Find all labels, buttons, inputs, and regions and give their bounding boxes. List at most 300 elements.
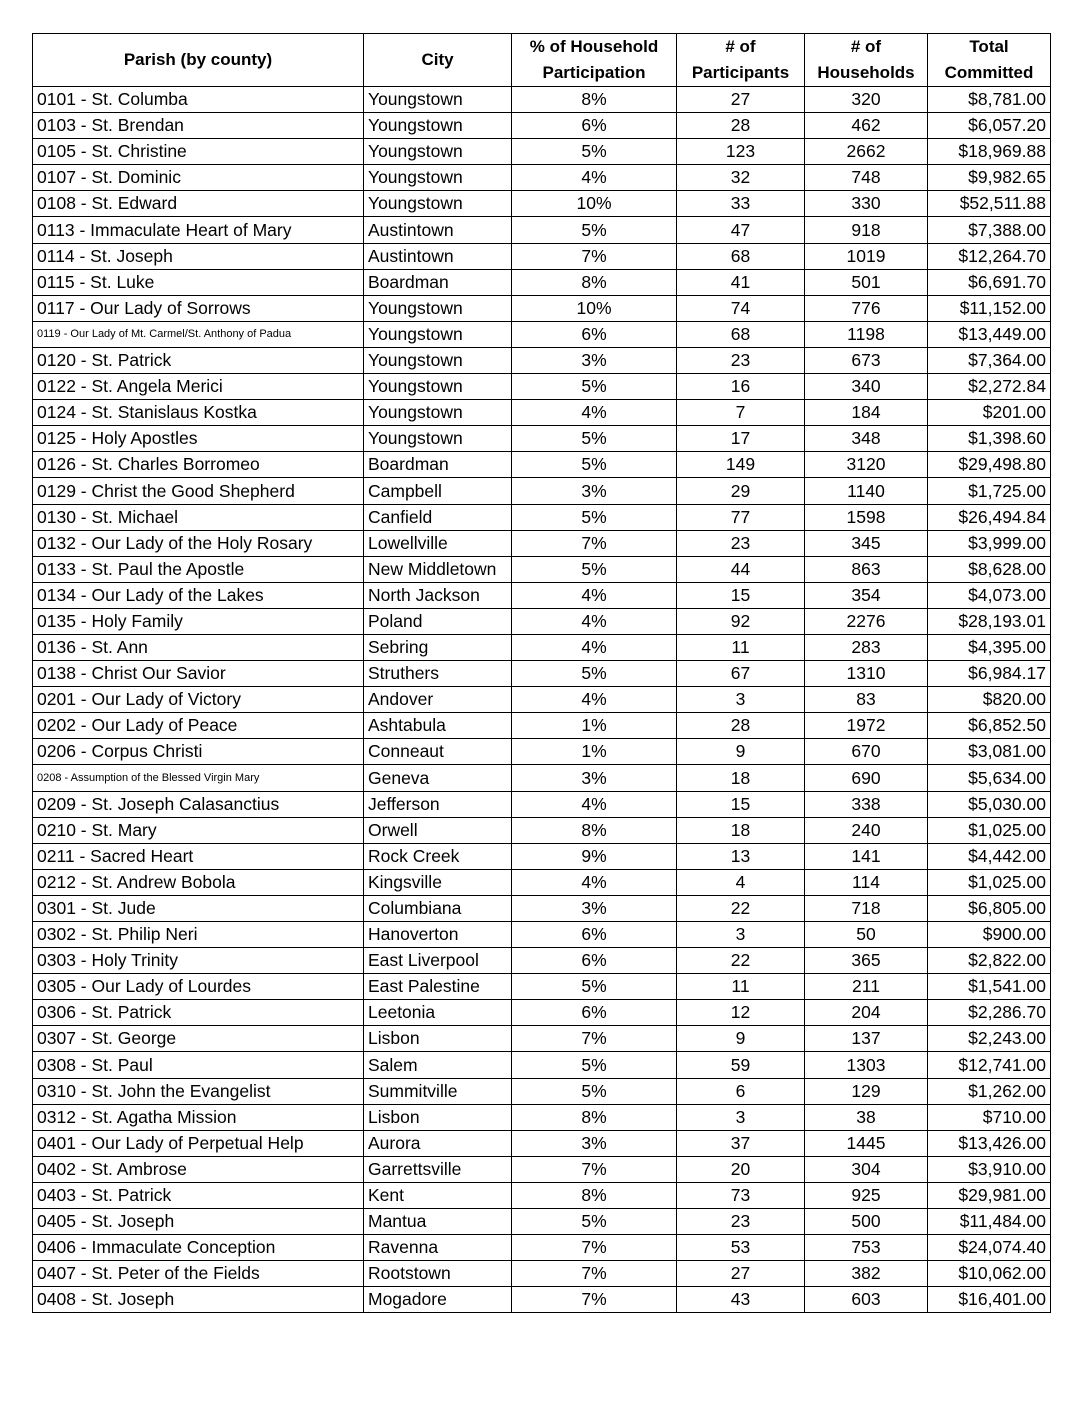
cell-city: Campbell — [364, 478, 512, 504]
cell-participants: 13 — [677, 843, 805, 869]
cell-households: 718 — [805, 895, 928, 921]
table-row — [33, 530, 1051, 556]
cell-city: East Liverpool — [364, 948, 512, 974]
cell-parish: 0206 - Corpus Christi — [33, 739, 364, 765]
cell-participants: 17 — [677, 426, 805, 452]
cell-household-participation: 5% — [512, 426, 677, 452]
cell-households: 338 — [805, 791, 928, 817]
cell-parish: 0103 - St. Brendan — [33, 113, 364, 139]
cell-households: 382 — [805, 1261, 928, 1287]
cell-parish: 0208 - Assumption of the Blessed Virgin Mary — [33, 765, 364, 791]
cell-total-committed: $29,981.00 — [928, 1182, 1051, 1208]
cell-parish: 0306 - St. Patrick — [33, 1000, 364, 1026]
cell-parish: 0209 - St. Joseph Calasanctius — [33, 791, 364, 817]
cell-city: Andover — [364, 687, 512, 713]
cell-total-committed: $4,395.00 — [928, 634, 1051, 660]
cell-participants: 4 — [677, 869, 805, 895]
cell-parish: 0125 - Holy Apostles — [33, 426, 364, 452]
table-row — [33, 791, 1051, 817]
cell-households: 2276 — [805, 608, 928, 634]
cell-participants: 43 — [677, 1287, 805, 1313]
table-row — [33, 661, 1051, 687]
cell-parish: 0405 - St. Joseph — [33, 1209, 364, 1235]
cell-parish: 0302 - St. Philip Neri — [33, 922, 364, 948]
cell-parish: 0310 - St. John the Evangelist — [33, 1078, 364, 1104]
cell-household-participation: 7% — [512, 243, 677, 269]
cell-city: Youngstown — [364, 87, 512, 113]
cell-households: 365 — [805, 948, 928, 974]
cell-household-participation: 6% — [512, 113, 677, 139]
cell-household-participation: 10% — [512, 295, 677, 321]
cell-households: 753 — [805, 1235, 928, 1261]
cell-city: Orwell — [364, 817, 512, 843]
table-row — [33, 948, 1051, 974]
cell-participants: 67 — [677, 661, 805, 687]
cell-total-committed: $1,541.00 — [928, 974, 1051, 1000]
table-row — [33, 1130, 1051, 1156]
cell-household-participation: 5% — [512, 1078, 677, 1104]
cell-household-participation: 5% — [512, 504, 677, 530]
cell-city: Kingsville — [364, 869, 512, 895]
cell-city: Youngstown — [364, 113, 512, 139]
header-participants: # of Participants — [677, 34, 805, 87]
cell-city: Summitville — [364, 1078, 512, 1104]
cell-household-participation: 4% — [512, 634, 677, 660]
cell-total-committed: $11,152.00 — [928, 295, 1051, 321]
table-row — [33, 295, 1051, 321]
cell-total-committed: $7,364.00 — [928, 347, 1051, 373]
cell-households: 354 — [805, 582, 928, 608]
cell-parish: 0210 - St. Mary — [33, 817, 364, 843]
table-row — [33, 243, 1051, 269]
cell-city: East Palestine — [364, 974, 512, 1000]
cell-household-participation: 3% — [512, 895, 677, 921]
cell-households: 211 — [805, 974, 928, 1000]
table-row — [33, 1156, 1051, 1182]
cell-participants: 9 — [677, 739, 805, 765]
cell-participants: 18 — [677, 817, 805, 843]
cell-households: 1972 — [805, 713, 928, 739]
cell-city: Lisbon — [364, 1104, 512, 1130]
cell-household-participation: 4% — [512, 582, 677, 608]
cell-household-participation: 4% — [512, 791, 677, 817]
cell-participants: 41 — [677, 269, 805, 295]
cell-total-committed: $1,262.00 — [928, 1078, 1051, 1104]
cell-participants: 33 — [677, 191, 805, 217]
table-row — [33, 452, 1051, 478]
cell-total-committed: $18,969.88 — [928, 139, 1051, 165]
cell-city: Lisbon — [364, 1026, 512, 1052]
table-row — [33, 922, 1051, 948]
cell-parish: 0308 - St. Paul — [33, 1052, 364, 1078]
cell-city: New Middletown — [364, 556, 512, 582]
cell-total-committed: $5,030.00 — [928, 791, 1051, 817]
cell-household-participation: 5% — [512, 374, 677, 400]
cell-city: Boardman — [364, 269, 512, 295]
table-row — [33, 895, 1051, 921]
table-header-row — [33, 34, 1051, 87]
table-row — [33, 687, 1051, 713]
cell-city: Poland — [364, 608, 512, 634]
cell-city: Lowellville — [364, 530, 512, 556]
cell-parish: 0202 - Our Lady of Peace — [33, 713, 364, 739]
cell-city: Boardman — [364, 452, 512, 478]
cell-households: 320 — [805, 87, 928, 113]
cell-participants: 3 — [677, 922, 805, 948]
table-row — [33, 87, 1051, 113]
cell-total-committed: $3,081.00 — [928, 739, 1051, 765]
cell-parish: 0138 - Christ Our Savior — [33, 661, 364, 687]
cell-household-participation: 6% — [512, 922, 677, 948]
cell-participants: 18 — [677, 765, 805, 791]
table-row — [33, 1287, 1051, 1313]
cell-total-committed: $28,193.01 — [928, 608, 1051, 634]
cell-household-participation: 5% — [512, 974, 677, 1000]
cell-households: 500 — [805, 1209, 928, 1235]
cell-city: Youngstown — [364, 400, 512, 426]
cell-household-participation: 8% — [512, 87, 677, 113]
cell-city: Aurora — [364, 1130, 512, 1156]
cell-household-participation: 5% — [512, 139, 677, 165]
table-row — [33, 1000, 1051, 1026]
cell-city: Columbiana — [364, 895, 512, 921]
cell-participants: 22 — [677, 895, 805, 921]
cell-household-participation: 3% — [512, 478, 677, 504]
cell-parish: 0115 - St. Luke — [33, 269, 364, 295]
table-row — [33, 139, 1051, 165]
cell-households: 501 — [805, 269, 928, 295]
cell-total-committed: $24,074.40 — [928, 1235, 1051, 1261]
table-row — [33, 321, 1051, 347]
cell-households: 748 — [805, 165, 928, 191]
cell-household-participation: 5% — [512, 217, 677, 243]
cell-households: 114 — [805, 869, 928, 895]
cell-parish: 0133 - St. Paul the Apostle — [33, 556, 364, 582]
cell-total-committed: $52,511.88 — [928, 191, 1051, 217]
cell-parish: 0105 - St. Christine — [33, 139, 364, 165]
table-row — [33, 426, 1051, 452]
cell-parish: 0136 - St. Ann — [33, 634, 364, 660]
cell-city: Mantua — [364, 1209, 512, 1235]
cell-participants: 77 — [677, 504, 805, 530]
cell-participants: 3 — [677, 687, 805, 713]
cell-city: Conneaut — [364, 739, 512, 765]
header-total-committed: Total Committed — [928, 34, 1051, 87]
cell-parish: 0407 - St. Peter of the Fields — [33, 1261, 364, 1287]
cell-total-committed: $8,781.00 — [928, 87, 1051, 113]
cell-total-committed: $2,822.00 — [928, 948, 1051, 974]
cell-parish: 0117 - Our Lady of Sorrows — [33, 295, 364, 321]
cell-household-participation: 9% — [512, 843, 677, 869]
cell-parish: 0108 - St. Edward — [33, 191, 364, 217]
cell-participants: 74 — [677, 295, 805, 321]
cell-city: Canfield — [364, 504, 512, 530]
cell-household-participation: 1% — [512, 713, 677, 739]
cell-parish: 0135 - Holy Family — [33, 608, 364, 634]
cell-households: 330 — [805, 191, 928, 217]
cell-city: Jefferson — [364, 791, 512, 817]
cell-households: 129 — [805, 1078, 928, 1104]
cell-households: 204 — [805, 1000, 928, 1026]
cell-city: Youngstown — [364, 374, 512, 400]
cell-household-participation: 10% — [512, 191, 677, 217]
table-row — [33, 165, 1051, 191]
table-row — [33, 400, 1051, 426]
cell-participants: 68 — [677, 243, 805, 269]
cell-households: 283 — [805, 634, 928, 660]
cell-parish: 0301 - St. Jude — [33, 895, 364, 921]
table-row — [33, 1235, 1051, 1261]
cell-parish: 0124 - St. Stanislaus Kostka — [33, 400, 364, 426]
table-row — [33, 608, 1051, 634]
cell-participants: 59 — [677, 1052, 805, 1078]
cell-participants: 73 — [677, 1182, 805, 1208]
cell-household-participation: 5% — [512, 1209, 677, 1235]
cell-parish: 0120 - St. Patrick — [33, 347, 364, 373]
cell-participants: 22 — [677, 948, 805, 974]
cell-city: Mogadore — [364, 1287, 512, 1313]
cell-parish: 0305 - Our Lady of Lourdes — [33, 974, 364, 1000]
cell-city: Sebring — [364, 634, 512, 660]
cell-parish: 0403 - St. Patrick — [33, 1182, 364, 1208]
cell-household-participation: 4% — [512, 608, 677, 634]
cell-city: Hanoverton — [364, 922, 512, 948]
cell-households: 340 — [805, 374, 928, 400]
cell-participants: 15 — [677, 582, 805, 608]
cell-households: 690 — [805, 765, 928, 791]
cell-city: Youngstown — [364, 321, 512, 347]
cell-parish: 0201 - Our Lady of Victory — [33, 687, 364, 713]
cell-total-committed: $2,272.84 — [928, 374, 1051, 400]
cell-household-participation: 6% — [512, 1000, 677, 1026]
table-row — [33, 217, 1051, 243]
cell-households: 184 — [805, 400, 928, 426]
cell-households: 1598 — [805, 504, 928, 530]
cell-household-participation: 7% — [512, 530, 677, 556]
cell-household-participation: 4% — [512, 165, 677, 191]
cell-households: 50 — [805, 922, 928, 948]
table-row — [33, 113, 1051, 139]
cell-total-committed: $10,062.00 — [928, 1261, 1051, 1287]
cell-city: Ravenna — [364, 1235, 512, 1261]
cell-households: 1140 — [805, 478, 928, 504]
cell-household-participation: 5% — [512, 452, 677, 478]
cell-households: 38 — [805, 1104, 928, 1130]
cell-total-committed: $201.00 — [928, 400, 1051, 426]
cell-participants: 12 — [677, 1000, 805, 1026]
cell-parish: 0126 - St. Charles Borromeo — [33, 452, 364, 478]
cell-participants: 11 — [677, 974, 805, 1000]
cell-parish: 0212 - St. Andrew Bobola — [33, 869, 364, 895]
cell-total-committed: $900.00 — [928, 922, 1051, 948]
cell-city: Youngstown — [364, 295, 512, 321]
cell-parish: 0130 - St. Michael — [33, 504, 364, 530]
cell-household-participation: 5% — [512, 556, 677, 582]
cell-participants: 20 — [677, 1156, 805, 1182]
cell-participants: 23 — [677, 347, 805, 373]
cell-city: North Jackson — [364, 582, 512, 608]
cell-city: Garrettsville — [364, 1156, 512, 1182]
cell-total-committed: $6,805.00 — [928, 895, 1051, 921]
cell-household-participation: 3% — [512, 765, 677, 791]
table-row — [33, 713, 1051, 739]
cell-total-committed: $6,852.50 — [928, 713, 1051, 739]
cell-households: 141 — [805, 843, 928, 869]
table-row — [33, 1052, 1051, 1078]
cell-parish: 0406 - Immaculate Conception — [33, 1235, 364, 1261]
cell-total-committed: $12,741.00 — [928, 1052, 1051, 1078]
cell-households: 673 — [805, 347, 928, 373]
cell-household-participation: 8% — [512, 817, 677, 843]
cell-participants: 149 — [677, 452, 805, 478]
cell-household-participation: 6% — [512, 948, 677, 974]
cell-households: 462 — [805, 113, 928, 139]
cell-household-participation: 7% — [512, 1026, 677, 1052]
cell-parish: 0402 - St. Ambrose — [33, 1156, 364, 1182]
table-row — [33, 504, 1051, 530]
cell-households: 1445 — [805, 1130, 928, 1156]
cell-household-participation: 8% — [512, 1182, 677, 1208]
cell-participants: 28 — [677, 713, 805, 739]
cell-city: Youngstown — [364, 426, 512, 452]
cell-households: 1198 — [805, 321, 928, 347]
cell-total-committed: $4,442.00 — [928, 843, 1051, 869]
cell-parish: 0312 - St. Agatha Mission — [33, 1104, 364, 1130]
cell-household-participation: 7% — [512, 1235, 677, 1261]
cell-household-participation: 4% — [512, 869, 677, 895]
table-row — [33, 869, 1051, 895]
cell-households: 603 — [805, 1287, 928, 1313]
cell-parish: 0303 - Holy Trinity — [33, 948, 364, 974]
cell-total-committed: $3,999.00 — [928, 530, 1051, 556]
table-row — [33, 843, 1051, 869]
table-row — [33, 556, 1051, 582]
header-household-participation: % of Household Participation — [512, 34, 677, 87]
cell-parish: 0134 - Our Lady of the Lakes — [33, 582, 364, 608]
cell-household-participation: 8% — [512, 269, 677, 295]
cell-participants: 28 — [677, 113, 805, 139]
cell-total-committed: $820.00 — [928, 687, 1051, 713]
cell-households: 348 — [805, 426, 928, 452]
cell-household-participation: 7% — [512, 1261, 677, 1287]
cell-city: Ashtabula — [364, 713, 512, 739]
cell-participants: 6 — [677, 1078, 805, 1104]
table-row — [33, 1104, 1051, 1130]
table-row — [33, 1261, 1051, 1287]
cell-participants: 23 — [677, 530, 805, 556]
cell-household-participation: 4% — [512, 687, 677, 713]
cell-households: 2662 — [805, 139, 928, 165]
cell-city: Austintown — [364, 243, 512, 269]
cell-total-committed: $6,057.20 — [928, 113, 1051, 139]
cell-total-committed: $2,243.00 — [928, 1026, 1051, 1052]
cell-participants: 27 — [677, 1261, 805, 1287]
cell-household-participation: 3% — [512, 347, 677, 373]
cell-household-participation: 7% — [512, 1287, 677, 1313]
cell-participants: 53 — [677, 1235, 805, 1261]
cell-household-participation: 7% — [512, 1156, 677, 1182]
cell-city: Youngstown — [364, 165, 512, 191]
cell-participants: 16 — [677, 374, 805, 400]
cell-parish: 0101 - St. Columba — [33, 87, 364, 113]
table-row — [33, 478, 1051, 504]
cell-total-committed: $710.00 — [928, 1104, 1051, 1130]
cell-parish: 0113 - Immaculate Heart of Mary — [33, 217, 364, 243]
table-row — [33, 1182, 1051, 1208]
cell-total-committed: $6,691.70 — [928, 269, 1051, 295]
table-row — [33, 739, 1051, 765]
table-row — [33, 1026, 1051, 1052]
cell-households: 137 — [805, 1026, 928, 1052]
table-row — [33, 582, 1051, 608]
cell-participants: 68 — [677, 321, 805, 347]
cell-participants: 7 — [677, 400, 805, 426]
cell-total-committed: $6,984.17 — [928, 661, 1051, 687]
cell-parish: 0107 - St. Dominic — [33, 165, 364, 191]
cell-total-committed: $1,398.60 — [928, 426, 1051, 452]
cell-parish: 0119 - Our Lady of Mt. Carmel/St. Anthony of Padua — [33, 321, 364, 347]
cell-city: Geneva — [364, 765, 512, 791]
cell-city: Youngstown — [364, 139, 512, 165]
cell-parish: 0401 - Our Lady of Perpetual Help — [33, 1130, 364, 1156]
header-households: # of Households — [805, 34, 928, 87]
cell-city: Austintown — [364, 217, 512, 243]
cell-households: 3120 — [805, 452, 928, 478]
header-parish: Parish (by county) — [33, 34, 364, 87]
cell-participants: 37 — [677, 1130, 805, 1156]
cell-participants: 32 — [677, 165, 805, 191]
cell-city: Youngstown — [364, 347, 512, 373]
cell-participants: 29 — [677, 478, 805, 504]
table-row — [33, 269, 1051, 295]
cell-city: Leetonia — [364, 1000, 512, 1026]
cell-total-committed: $9,982.65 — [928, 165, 1051, 191]
table-row — [33, 634, 1051, 660]
table-row — [33, 817, 1051, 843]
cell-households: 863 — [805, 556, 928, 582]
cell-participants: 9 — [677, 1026, 805, 1052]
cell-households: 304 — [805, 1156, 928, 1182]
cell-total-committed: $1,725.00 — [928, 478, 1051, 504]
cell-households: 925 — [805, 1182, 928, 1208]
cell-total-committed: $5,634.00 — [928, 765, 1051, 791]
cell-city: Salem — [364, 1052, 512, 1078]
cell-participants: 11 — [677, 634, 805, 660]
cell-households: 776 — [805, 295, 928, 321]
table-body — [33, 87, 1051, 1313]
cell-total-committed: $26,494.84 — [928, 504, 1051, 530]
cell-total-committed: $12,264.70 — [928, 243, 1051, 269]
cell-households: 345 — [805, 530, 928, 556]
table-row — [33, 191, 1051, 217]
table-row — [33, 1209, 1051, 1235]
cell-participants: 27 — [677, 87, 805, 113]
cell-total-committed: $1,025.00 — [928, 869, 1051, 895]
cell-households: 1019 — [805, 243, 928, 269]
cell-participants: 123 — [677, 139, 805, 165]
cell-total-committed: $13,426.00 — [928, 1130, 1051, 1156]
table-row — [33, 374, 1051, 400]
cell-parish: 0211 - Sacred Heart — [33, 843, 364, 869]
cell-household-participation: 1% — [512, 739, 677, 765]
header-city: City — [364, 34, 512, 87]
cell-total-committed: $13,449.00 — [928, 321, 1051, 347]
cell-parish: 0307 - St. George — [33, 1026, 364, 1052]
cell-household-participation: 6% — [512, 321, 677, 347]
cell-city: Struthers — [364, 661, 512, 687]
cell-city: Rock Creek — [364, 843, 512, 869]
cell-households: 918 — [805, 217, 928, 243]
